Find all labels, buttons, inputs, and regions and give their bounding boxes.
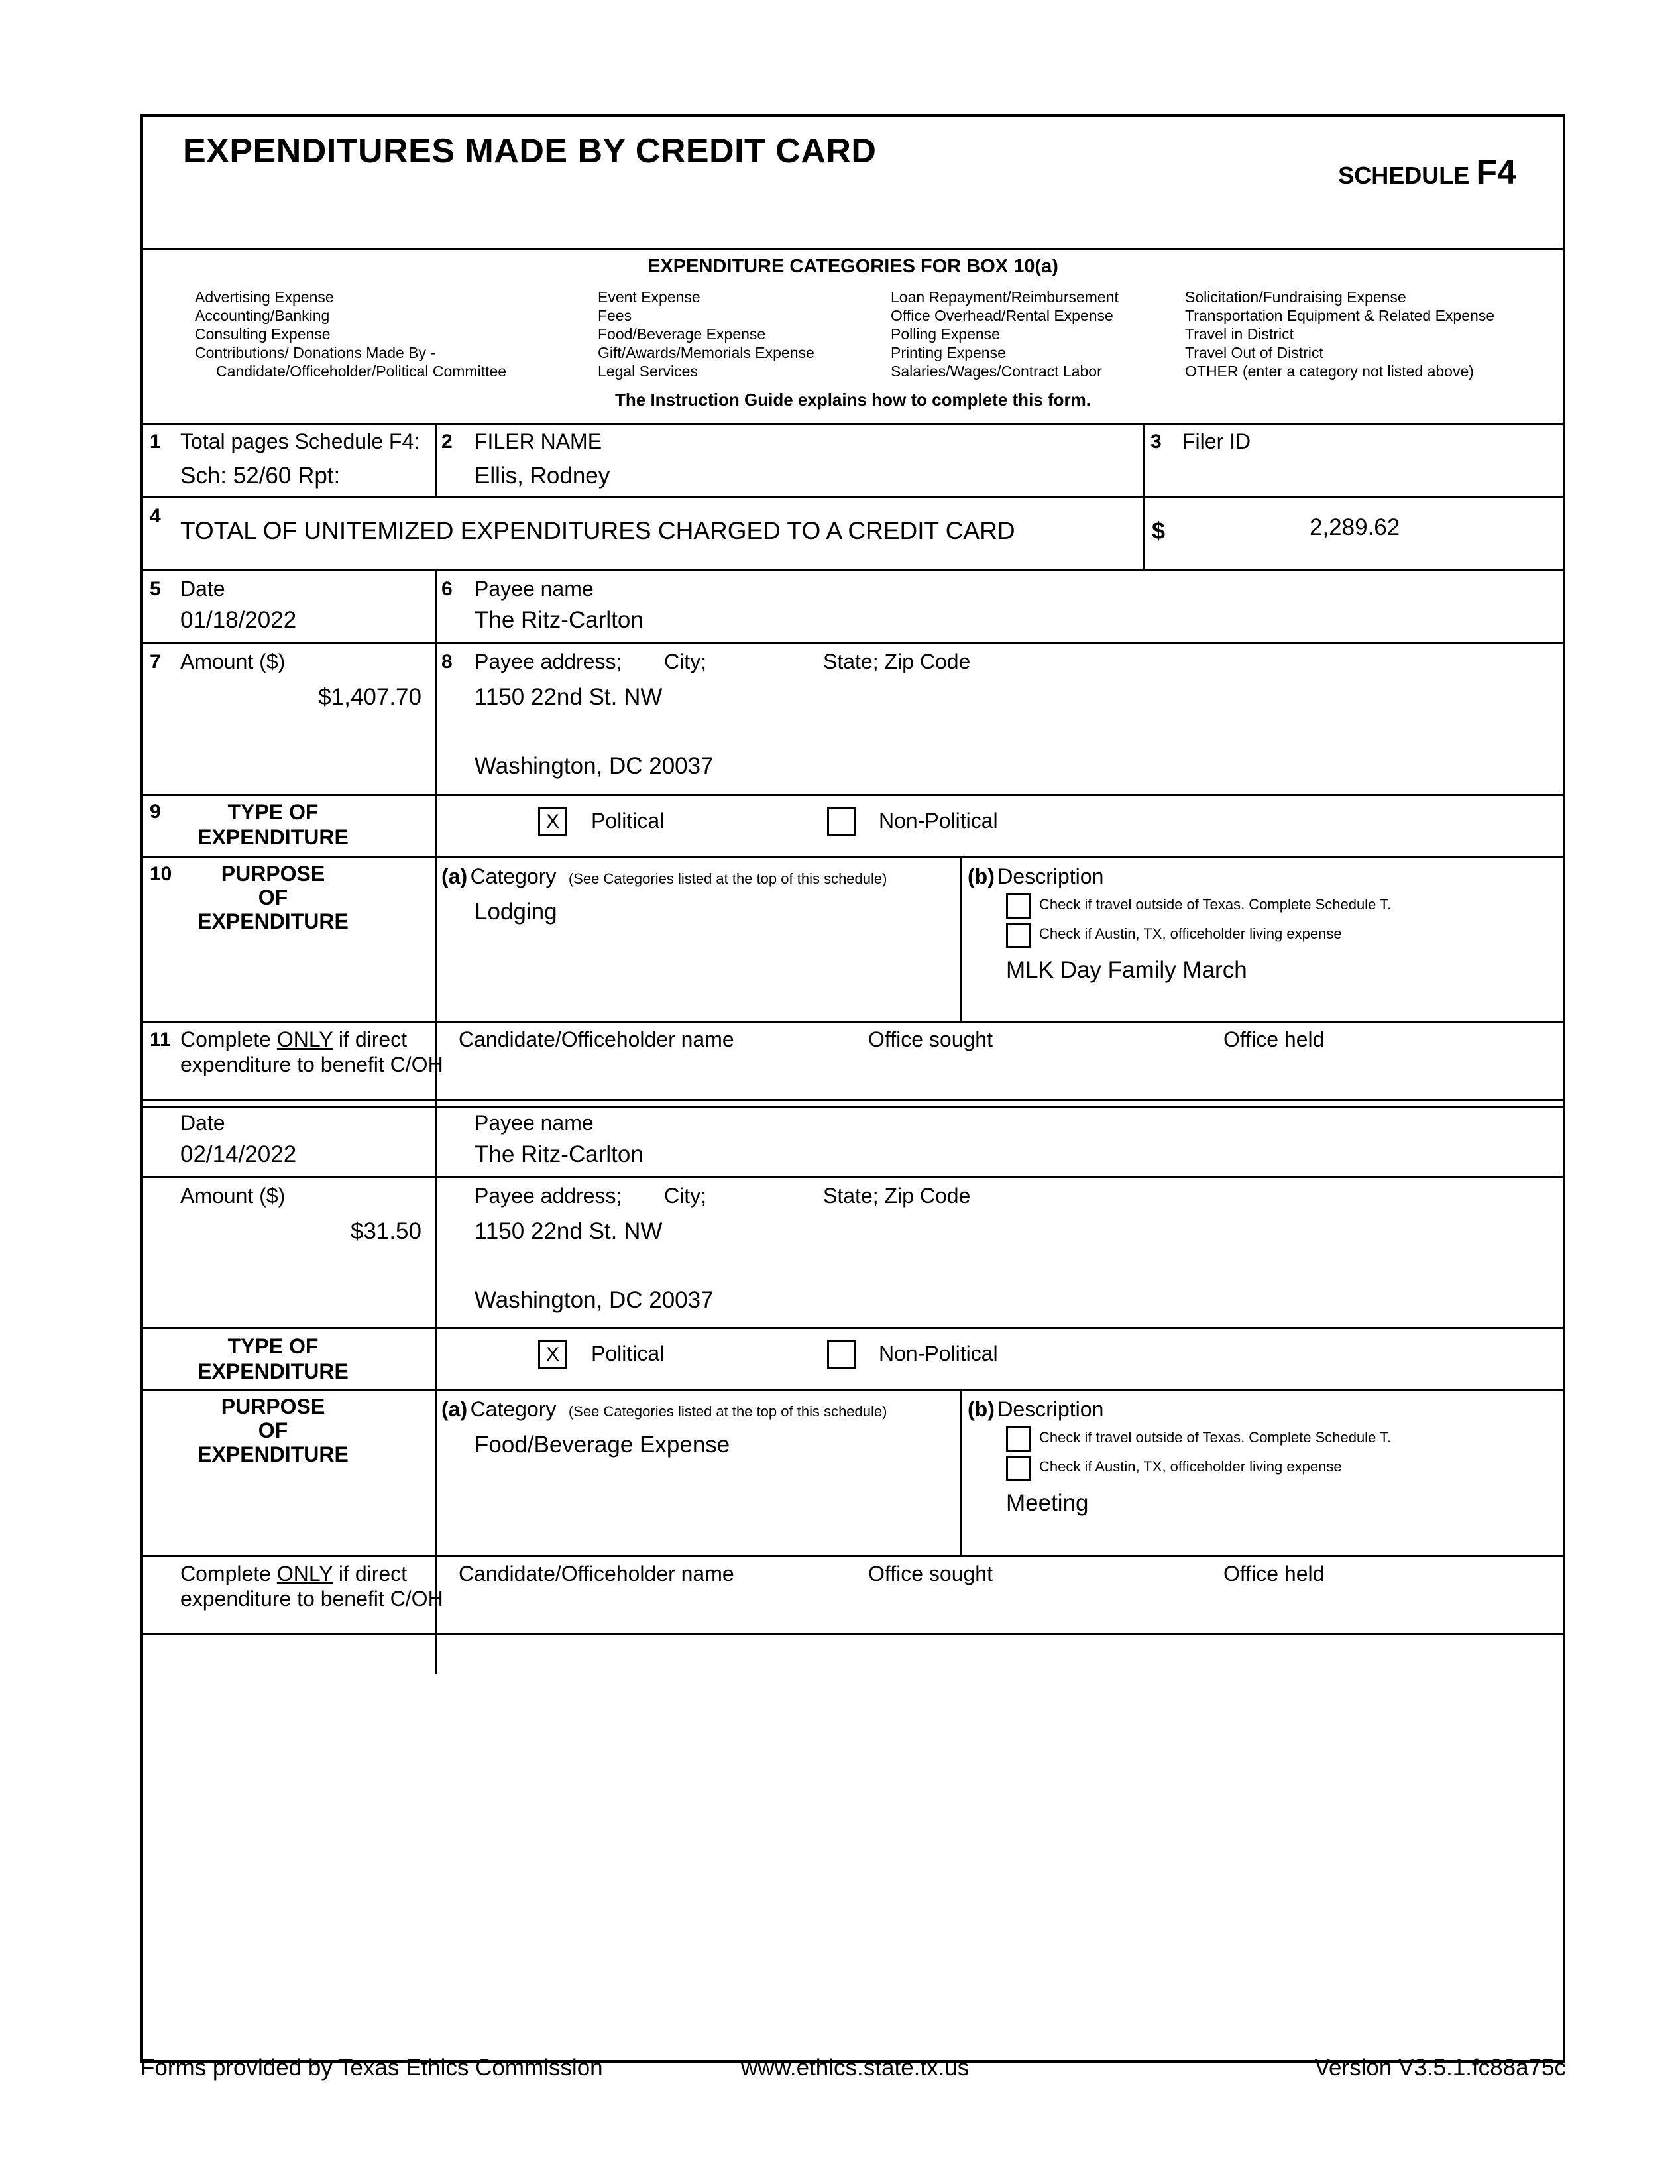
complete-only-label bbox=[180, 1562, 407, 1586]
office-sought-label: Office sought bbox=[868, 1562, 993, 1585]
payee-name-label: Payee name bbox=[475, 577, 594, 601]
state-zip-label: State; Zip Code bbox=[823, 650, 971, 673]
amount-label: Amount ($) bbox=[180, 1184, 286, 1208]
political-label: Political bbox=[591, 809, 665, 833]
field-number: 1 bbox=[150, 431, 161, 453]
total-pages-label: Total pages Schedule F4: bbox=[180, 430, 420, 453]
expenditure-text: EXPENDITURE bbox=[197, 825, 349, 849]
divider bbox=[143, 1106, 1563, 1108]
payee-address-label: Payee address; bbox=[475, 650, 622, 673]
description-text: Description bbox=[997, 864, 1104, 888]
austin-checkbox[interactable] bbox=[1006, 1456, 1031, 1481]
non-political-checkbox[interactable] bbox=[827, 807, 856, 836]
only-text: ONLY bbox=[276, 1027, 333, 1051]
category-item: Printing Expense bbox=[891, 344, 1006, 361]
payee-name-value[interactable]: The Ritz-Carlton bbox=[475, 1141, 644, 1167]
category-item: Consulting Expense bbox=[195, 325, 331, 343]
divider bbox=[143, 856, 1563, 858]
travel-check-label: Check if travel outside of Texas. Complete Schedule T. bbox=[1039, 896, 1392, 913]
category-item: Fees bbox=[598, 307, 632, 324]
schedule-label bbox=[1338, 152, 1516, 192]
schedule-code: F4 bbox=[1476, 153, 1516, 192]
divider bbox=[143, 1099, 1563, 1101]
category-item: Food/Beverage Expense bbox=[598, 325, 766, 343]
divider bbox=[143, 642, 1563, 644]
divider bbox=[143, 496, 1563, 498]
amount-value[interactable]: $31.50 bbox=[350, 1218, 421, 1244]
footer-provider: Forms provided by Texas Ethics Commission bbox=[140, 2055, 603, 2081]
field-number: 2 bbox=[441, 431, 453, 453]
if-direct-text: if direct bbox=[338, 1562, 408, 1585]
date-value[interactable]: 01/18/2022 bbox=[180, 607, 297, 633]
expenditure-text: EXPENDITURE bbox=[197, 1359, 349, 1383]
office-sought-label: Office sought bbox=[868, 1027, 993, 1051]
schedule-f4-form bbox=[140, 114, 1565, 2063]
divider bbox=[143, 1176, 1563, 1178]
category-item: Gift/Awards/Memorials Expense bbox=[598, 344, 814, 361]
complete-text: Complete bbox=[180, 1027, 271, 1051]
candidate-name-label: Candidate/Officeholder name bbox=[459, 1562, 734, 1585]
category-item: Office Overhead/Rental Expense bbox=[891, 307, 1113, 324]
part-a: (a) bbox=[441, 1397, 468, 1421]
category-text: Category bbox=[470, 864, 557, 888]
category-item: Accounting/Banking bbox=[195, 307, 330, 324]
divider bbox=[143, 1021, 1563, 1023]
schedule-word: SCHEDULE bbox=[1338, 162, 1470, 189]
austin-check-label: Check if Austin, TX, officeholder living expense bbox=[1039, 1458, 1342, 1475]
field-number: 4 bbox=[150, 505, 161, 527]
categories-heading: EXPENDITURE CATEGORIES FOR BOX 10(a) bbox=[647, 256, 1058, 277]
divider bbox=[960, 1389, 962, 1555]
complete-only-label bbox=[180, 1027, 407, 1052]
travel-checkbox[interactable] bbox=[1006, 1426, 1031, 1452]
category-column-4 bbox=[1185, 288, 1494, 380]
divider bbox=[143, 1555, 1563, 1557]
category-item: Candidate/Officeholder/Political Committee bbox=[216, 363, 507, 380]
category-item: Polling Expense bbox=[891, 325, 1000, 343]
of-text: OF bbox=[258, 886, 288, 909]
payee-name-label: Payee name bbox=[475, 1111, 594, 1135]
unitemized-total-value[interactable]: 2,289.62 bbox=[1310, 514, 1400, 540]
filer-name[interactable]: Ellis, Rodney bbox=[475, 463, 610, 489]
political-checkbox[interactable]: X bbox=[538, 1340, 567, 1369]
instruction-guide-note: The Instruction Guide explains how to complete this form. bbox=[615, 390, 1091, 410]
office-held-label: Office held bbox=[1223, 1562, 1325, 1585]
expenditure-text: EXPENDITURE bbox=[197, 909, 349, 933]
field-number: 3 bbox=[1150, 431, 1162, 453]
category-label bbox=[441, 864, 887, 889]
candidate-name-label: Candidate/Officeholder name bbox=[459, 1027, 734, 1051]
category-item: Salaries/Wages/Contract Labor bbox=[891, 363, 1102, 380]
form-title: EXPENDITURES MADE BY CREDIT CARD bbox=[183, 132, 877, 170]
description-text: Description bbox=[997, 1397, 1104, 1421]
category-column-3 bbox=[891, 288, 1119, 380]
type-of-text: TYPE OF bbox=[227, 1334, 319, 1358]
category-label bbox=[441, 1397, 887, 1422]
date-label: Date bbox=[180, 577, 225, 601]
part-b: (b) bbox=[968, 1397, 995, 1421]
divider bbox=[435, 423, 437, 496]
part-b: (b) bbox=[968, 864, 995, 888]
divider bbox=[143, 1633, 1563, 1635]
address-line-1[interactable]: 1150 22nd St. NW bbox=[475, 684, 663, 710]
category-item: Loan Repayment/Reimbursement bbox=[891, 288, 1119, 306]
divider bbox=[143, 1327, 1563, 1329]
description-value[interactable]: Meeting bbox=[1006, 1490, 1089, 1516]
divider bbox=[143, 248, 1563, 250]
category-item: Event Expense bbox=[598, 288, 700, 306]
amount-label: Amount ($) bbox=[180, 650, 286, 673]
field-number: 5 bbox=[150, 578, 161, 600]
divider bbox=[143, 423, 1563, 425]
field-number: 9 bbox=[150, 801, 161, 823]
part-a: (a) bbox=[441, 864, 468, 888]
total-pages-value: Sch: 52/60 Rpt: bbox=[180, 463, 341, 489]
category-text: Category bbox=[470, 1397, 557, 1421]
field-number: 11 bbox=[150, 1029, 171, 1051]
category-value[interactable]: Food/Beverage Expense bbox=[475, 1432, 730, 1458]
description-label bbox=[968, 864, 1103, 889]
category-note: (See Categories listed at the top of this schedule) bbox=[568, 1403, 887, 1420]
category-item: Transportation Equipment & Related Expense bbox=[1185, 307, 1495, 324]
austin-checkbox[interactable] bbox=[1006, 923, 1031, 948]
address-line-1[interactable]: 1150 22nd St. NW bbox=[475, 1218, 663, 1244]
category-value[interactable]: Lodging bbox=[475, 899, 557, 925]
filer-name-label: FILER NAME bbox=[475, 430, 602, 453]
category-item: Advertising Expense bbox=[195, 288, 334, 306]
purpose-of-expenditure-label bbox=[180, 862, 366, 933]
date-label: Date bbox=[180, 1111, 225, 1135]
category-column-2 bbox=[598, 288, 814, 380]
category-item: Travel in District bbox=[1185, 325, 1294, 343]
divider bbox=[143, 794, 1563, 796]
type-of-expenditure-label bbox=[180, 799, 366, 850]
divider bbox=[143, 569, 1563, 571]
purpose-text: PURPOSE bbox=[221, 1395, 325, 1418]
field-number: 8 bbox=[441, 651, 453, 673]
footer-version: Version V3.5.1.fc88a75c bbox=[1314, 2055, 1566, 2081]
dollar-sign: $ bbox=[1152, 517, 1166, 544]
filer-id-label: Filer ID bbox=[1182, 430, 1251, 453]
non-political-label: Non-Political bbox=[879, 1342, 998, 1365]
benefit-label: expenditure to benefit C/OH bbox=[180, 1053, 443, 1076]
political-label: Political bbox=[591, 1342, 665, 1365]
unitemized-total-label: TOTAL OF UNITEMIZED EXPENDITURES CHARGED TO A CREDIT CARD bbox=[180, 517, 1015, 544]
category-item: Solicitation/Fundraising Expense bbox=[1185, 288, 1406, 306]
payee-name-value[interactable]: The Ritz-Carlton bbox=[475, 607, 644, 633]
category-column-1 bbox=[195, 288, 506, 380]
expenditure-text: EXPENDITURE bbox=[197, 1442, 349, 1466]
category-item: Contributions/ Donations Made By - bbox=[195, 344, 436, 361]
office-held-label: Office held bbox=[1223, 1027, 1325, 1051]
amount-value[interactable]: $1,407.70 bbox=[318, 684, 421, 710]
if-direct-text: if direct bbox=[338, 1027, 408, 1051]
type-of-text: TYPE OF bbox=[227, 800, 319, 824]
field-number: 7 bbox=[150, 651, 161, 673]
state-zip-label: State; Zip Code bbox=[823, 1184, 971, 1208]
city-label: City; bbox=[664, 650, 706, 673]
description-value[interactable]: MLK Day Family March bbox=[1006, 957, 1247, 983]
footer-website[interactable]: www.ethics.state.tx.us bbox=[741, 2055, 970, 2081]
category-item: OTHER (enter a category not listed above) bbox=[1185, 363, 1474, 380]
description-label bbox=[968, 1397, 1103, 1422]
category-note: (See Categories listed at the top of this schedule) bbox=[568, 870, 887, 887]
payee-address-label: Payee address; bbox=[475, 1184, 622, 1208]
field-number: 10 bbox=[150, 863, 172, 885]
address-line-2[interactable]: Washington, DC 20037 bbox=[475, 753, 714, 779]
field-number: 6 bbox=[441, 578, 453, 600]
complete-text: Complete bbox=[180, 1562, 271, 1585]
category-item: Legal Services bbox=[598, 363, 698, 380]
non-political-label: Non-Political bbox=[879, 809, 998, 833]
date-value[interactable]: 02/14/2022 bbox=[180, 1141, 297, 1167]
purpose-of-expenditure-label bbox=[180, 1395, 366, 1466]
type-of-expenditure-label bbox=[180, 1334, 366, 1384]
city-label: City; bbox=[664, 1184, 706, 1208]
of-text: OF bbox=[258, 1418, 288, 1442]
benefit-label: expenditure to benefit C/OH bbox=[180, 1587, 443, 1611]
purpose-text: PURPOSE bbox=[221, 862, 325, 886]
travel-check-label: Check if travel outside of Texas. Complete Schedule T. bbox=[1039, 1429, 1392, 1446]
divider bbox=[960, 856, 962, 1021]
non-political-checkbox[interactable] bbox=[827, 1340, 856, 1369]
only-text: ONLY bbox=[276, 1562, 333, 1585]
austin-check-label: Check if Austin, TX, officeholder living expense bbox=[1039, 925, 1342, 942]
category-item: Travel Out of District bbox=[1185, 344, 1323, 361]
political-checkbox[interactable]: X bbox=[538, 807, 567, 836]
divider bbox=[143, 1389, 1563, 1391]
travel-checkbox[interactable] bbox=[1006, 893, 1031, 919]
address-line-2[interactable]: Washington, DC 20037 bbox=[475, 1287, 714, 1313]
